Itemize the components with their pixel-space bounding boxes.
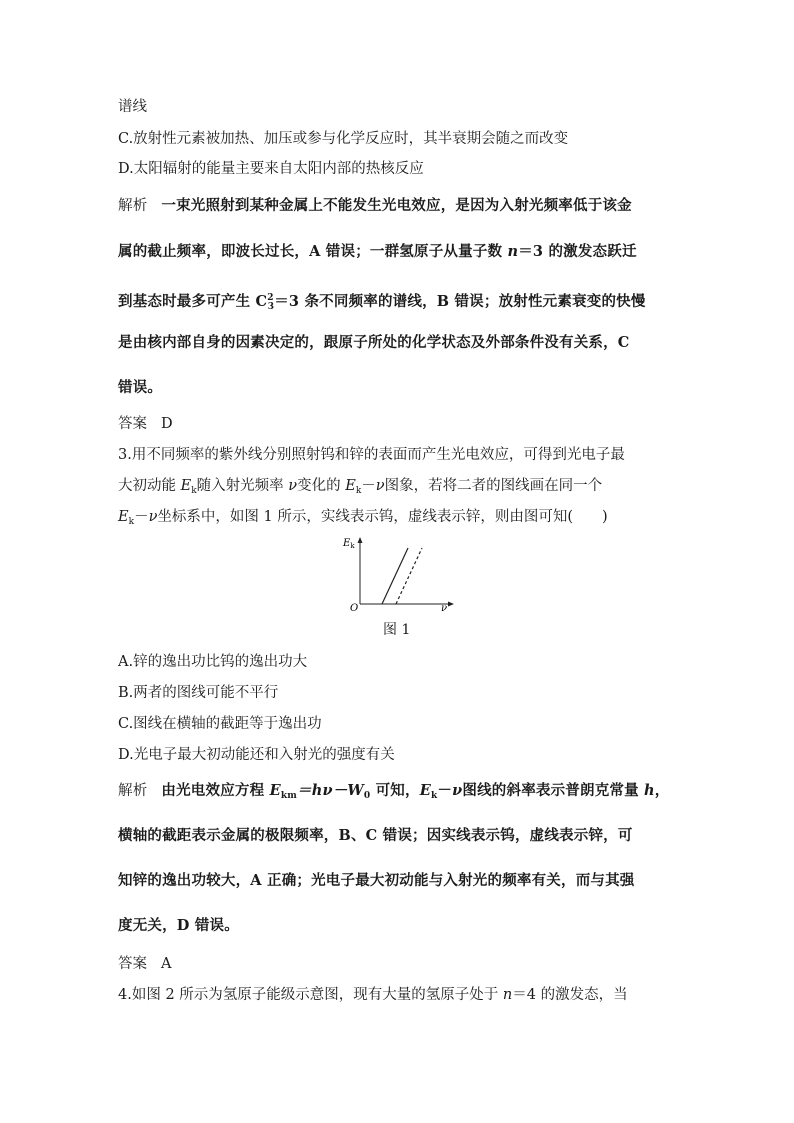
x-axis-label: ν xyxy=(441,603,448,612)
answer-value: D xyxy=(161,416,173,432)
solution-1-line-2: 属的截止频率，即波长过长，A 错误；一群氢原子从量子数 n＝3 的激发态跃迁 xyxy=(118,243,637,260)
solution-2-line-1: 解析 由光电效应方程 $E_{km}=h\nu-W_0$ 可知，$E_k-\nu$图线的斜率表示普朗克常量 h， xyxy=(118,782,670,801)
question-3-line-3: $E_k-\nu$坐标系中，如图 1 所示，实线表示钨，虚线表示锌，则由图可知( ) xyxy=(118,509,608,527)
option-b-continued: 谱线 xyxy=(118,99,147,115)
solution-label: 解析 xyxy=(118,783,148,799)
question-3-line-2: 大初动能 $E_k$随入射光频率 ν变化的 $E_k-\nu$图象，若将二者的图线画在同一个 xyxy=(118,478,603,496)
question-4-line-1: 4.如图 2 所示为氢原子能级示意图，现有大量的氢原子处于 n＝4 的激发态，当 xyxy=(118,987,628,1003)
x-axis-arrow xyxy=(448,602,454,607)
y-axis-arrow xyxy=(358,537,363,543)
answer-1 xyxy=(118,414,173,434)
origin-label: O xyxy=(350,603,359,612)
solution-1-line-3: 到基态时最多可产生 $C^2_3=3$ 条不同频率的谱线，B 错误；放射性元素衰变的快慢 xyxy=(118,293,646,312)
y-axis-label: $E_k$ xyxy=(343,538,355,550)
solution-2-line-3: 知锌的逸出功较大，A 正确；光电子最大初动能与入射光的频率有关，而与其强 xyxy=(118,872,635,889)
answer-value: A xyxy=(161,956,172,972)
figure-1-graph xyxy=(338,534,456,612)
solution-1-line-5: 错误。 xyxy=(118,379,163,396)
solution-label: 解析 xyxy=(118,198,148,214)
tungsten-solid-line xyxy=(382,548,408,604)
option-a: A.锌的逸出功比钨的逸出功大 xyxy=(118,654,308,670)
figure-1-caption: 图 1 xyxy=(383,622,411,638)
option-c: C.放射性元素被加热、加压或参与化学反应时，其半衰期会随之而改变 xyxy=(118,131,569,147)
option-c: C.图线在横轴的截距等于逸出功 xyxy=(118,716,322,732)
option-b: B.两者的图线可能不平行 xyxy=(118,685,279,701)
option-d: D.太阳辐射的能量主要来自太阳内部的热核反应 xyxy=(118,161,424,177)
option-d: D.光电子最大初动能还和入射光的强度有关 xyxy=(118,747,395,763)
answer-label: 答案 xyxy=(118,956,147,972)
solution-2-line-4: 度无关，D 错误。 xyxy=(118,917,239,934)
answer-label: 答案 xyxy=(118,416,147,432)
solution-2-line-2: 横轴的截距表示金属的极限频率，B、C 错误；因实线表示钨，虚线表示锌，可 xyxy=(118,827,633,844)
answer-2 xyxy=(118,954,171,974)
solution-1-line-4: 是由核内部自身的因素决定的，跟原子所处的化学状态及外部条件没有关系，C xyxy=(118,334,630,351)
question-3-line-1: 3.用不同频率的紫外线分别照射钨和锌的表面而产生光电效应，可得到光电子最 xyxy=(118,447,625,463)
solution-1-line-1: 解析 一束光照射到某种金属上不能发生光电效应，是因为入射光频率低于该金 xyxy=(118,197,632,214)
zinc-dashed-line xyxy=(396,548,422,604)
